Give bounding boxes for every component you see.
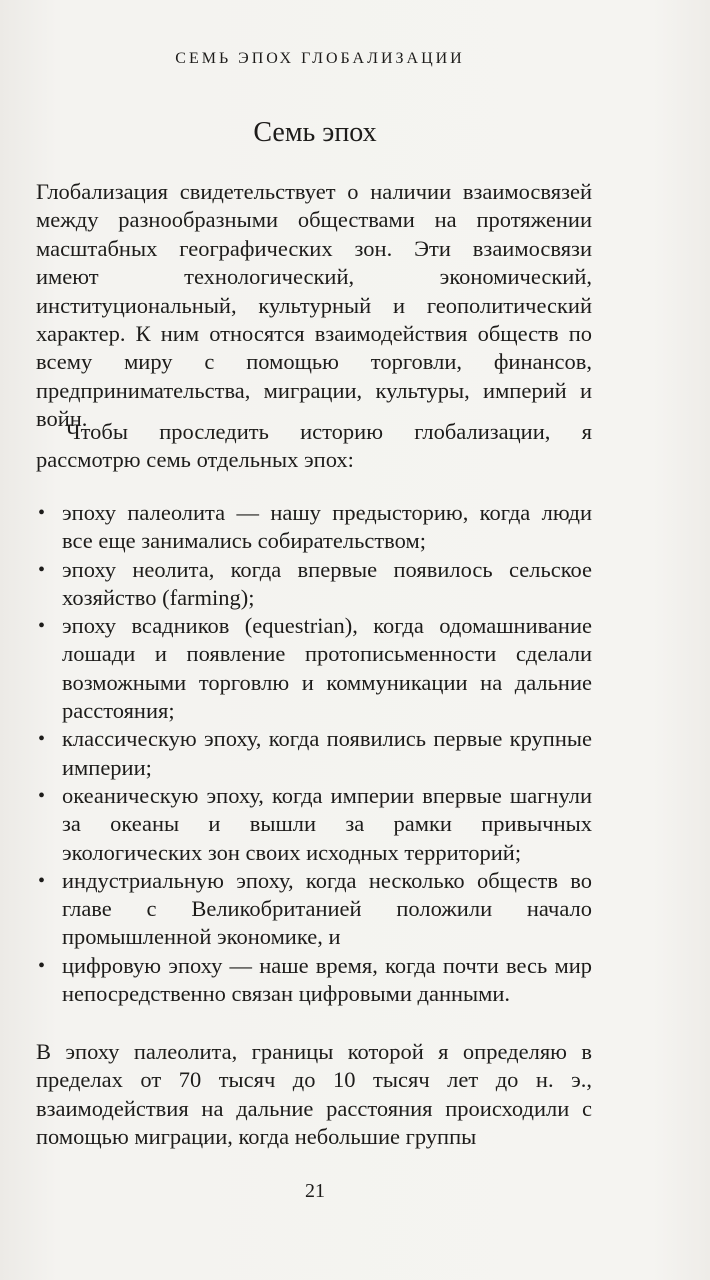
bullet-icon: •	[38, 869, 46, 892]
list-item	[36, 867, 592, 952]
bullet-icon: •	[38, 784, 46, 807]
bullet-icon: •	[38, 728, 46, 751]
epoch-text: эпоху всадников (equestrian), когда одомашнивание лошади и появление протописьменности сделали возможными торговлю и коммуникации на дальние расстояния;	[62, 613, 592, 724]
epoch-text: океаническую эпоху, когда империи впервые шагнули за океаны и вышли за рамки привычных экологических зон своих исходных территорий;	[62, 782, 592, 865]
epoch-text: эпоху неолита, когда впервые появилось сельское хозяйство (farming);	[62, 556, 592, 610]
epoch-text: классическую эпоху, когда появились первые крупные империи;	[62, 726, 592, 780]
list-item	[36, 725, 592, 782]
bullet-icon: •	[38, 558, 46, 581]
running-head: СЕМЬ ЭПОХ ГЛОБАЛИЗАЦИИ	[175, 50, 465, 67]
list-item	[36, 556, 592, 613]
page-number: 21	[305, 1180, 325, 1202]
lead-in-paragraph: Чтобы проследить историю глобализации, я рассмотрю семь отдельных эпох:	[36, 419, 592, 473]
epochs-list	[36, 499, 592, 1008]
epoch-text: эпоху палеолита — нашу предысторию, когда люди все еще занимались собирательством;	[62, 500, 592, 554]
list-item	[36, 499, 592, 556]
bullet-icon: •	[38, 502, 46, 524]
list-item	[36, 782, 592, 867]
bullet-icon: •	[38, 615, 46, 638]
section-title: Семь эпох	[253, 117, 377, 148]
closing-paragraph: В эпоху палеолита, границы которой я определяю в пределах от 70 тысяч до 10 тысяч лет до н. э., взаимодействия на дальние расстояния происходили с помощью миграции, когда небольшие группы	[36, 1039, 592, 1150]
list-item	[36, 952, 592, 1009]
bullet-icon: •	[38, 954, 46, 977]
epoch-text: индустриальную эпоху, когда несколько обществ во главе с Великобританией положили начало промышленной экономике, и	[62, 867, 592, 950]
epoch-text: цифровую эпоху — наше время, когда почти весь мир непосредственно связан цифровыми данными.	[62, 952, 592, 1007]
intro-paragraph: Глобализация свидетельствует о наличии взаимосвязей между разнообразными обществами на протяжении масштабных географических зон. Эти взаимосвязи имеют технологический, экономический, институциональный, культурный и геополитический характер. К ним относятся взаимодействия обществ по всему миру с помощью торговли, финансов, предпринимательства, миграции, культуры, империй и войн.	[36, 179, 592, 432]
list-item	[36, 612, 592, 725]
